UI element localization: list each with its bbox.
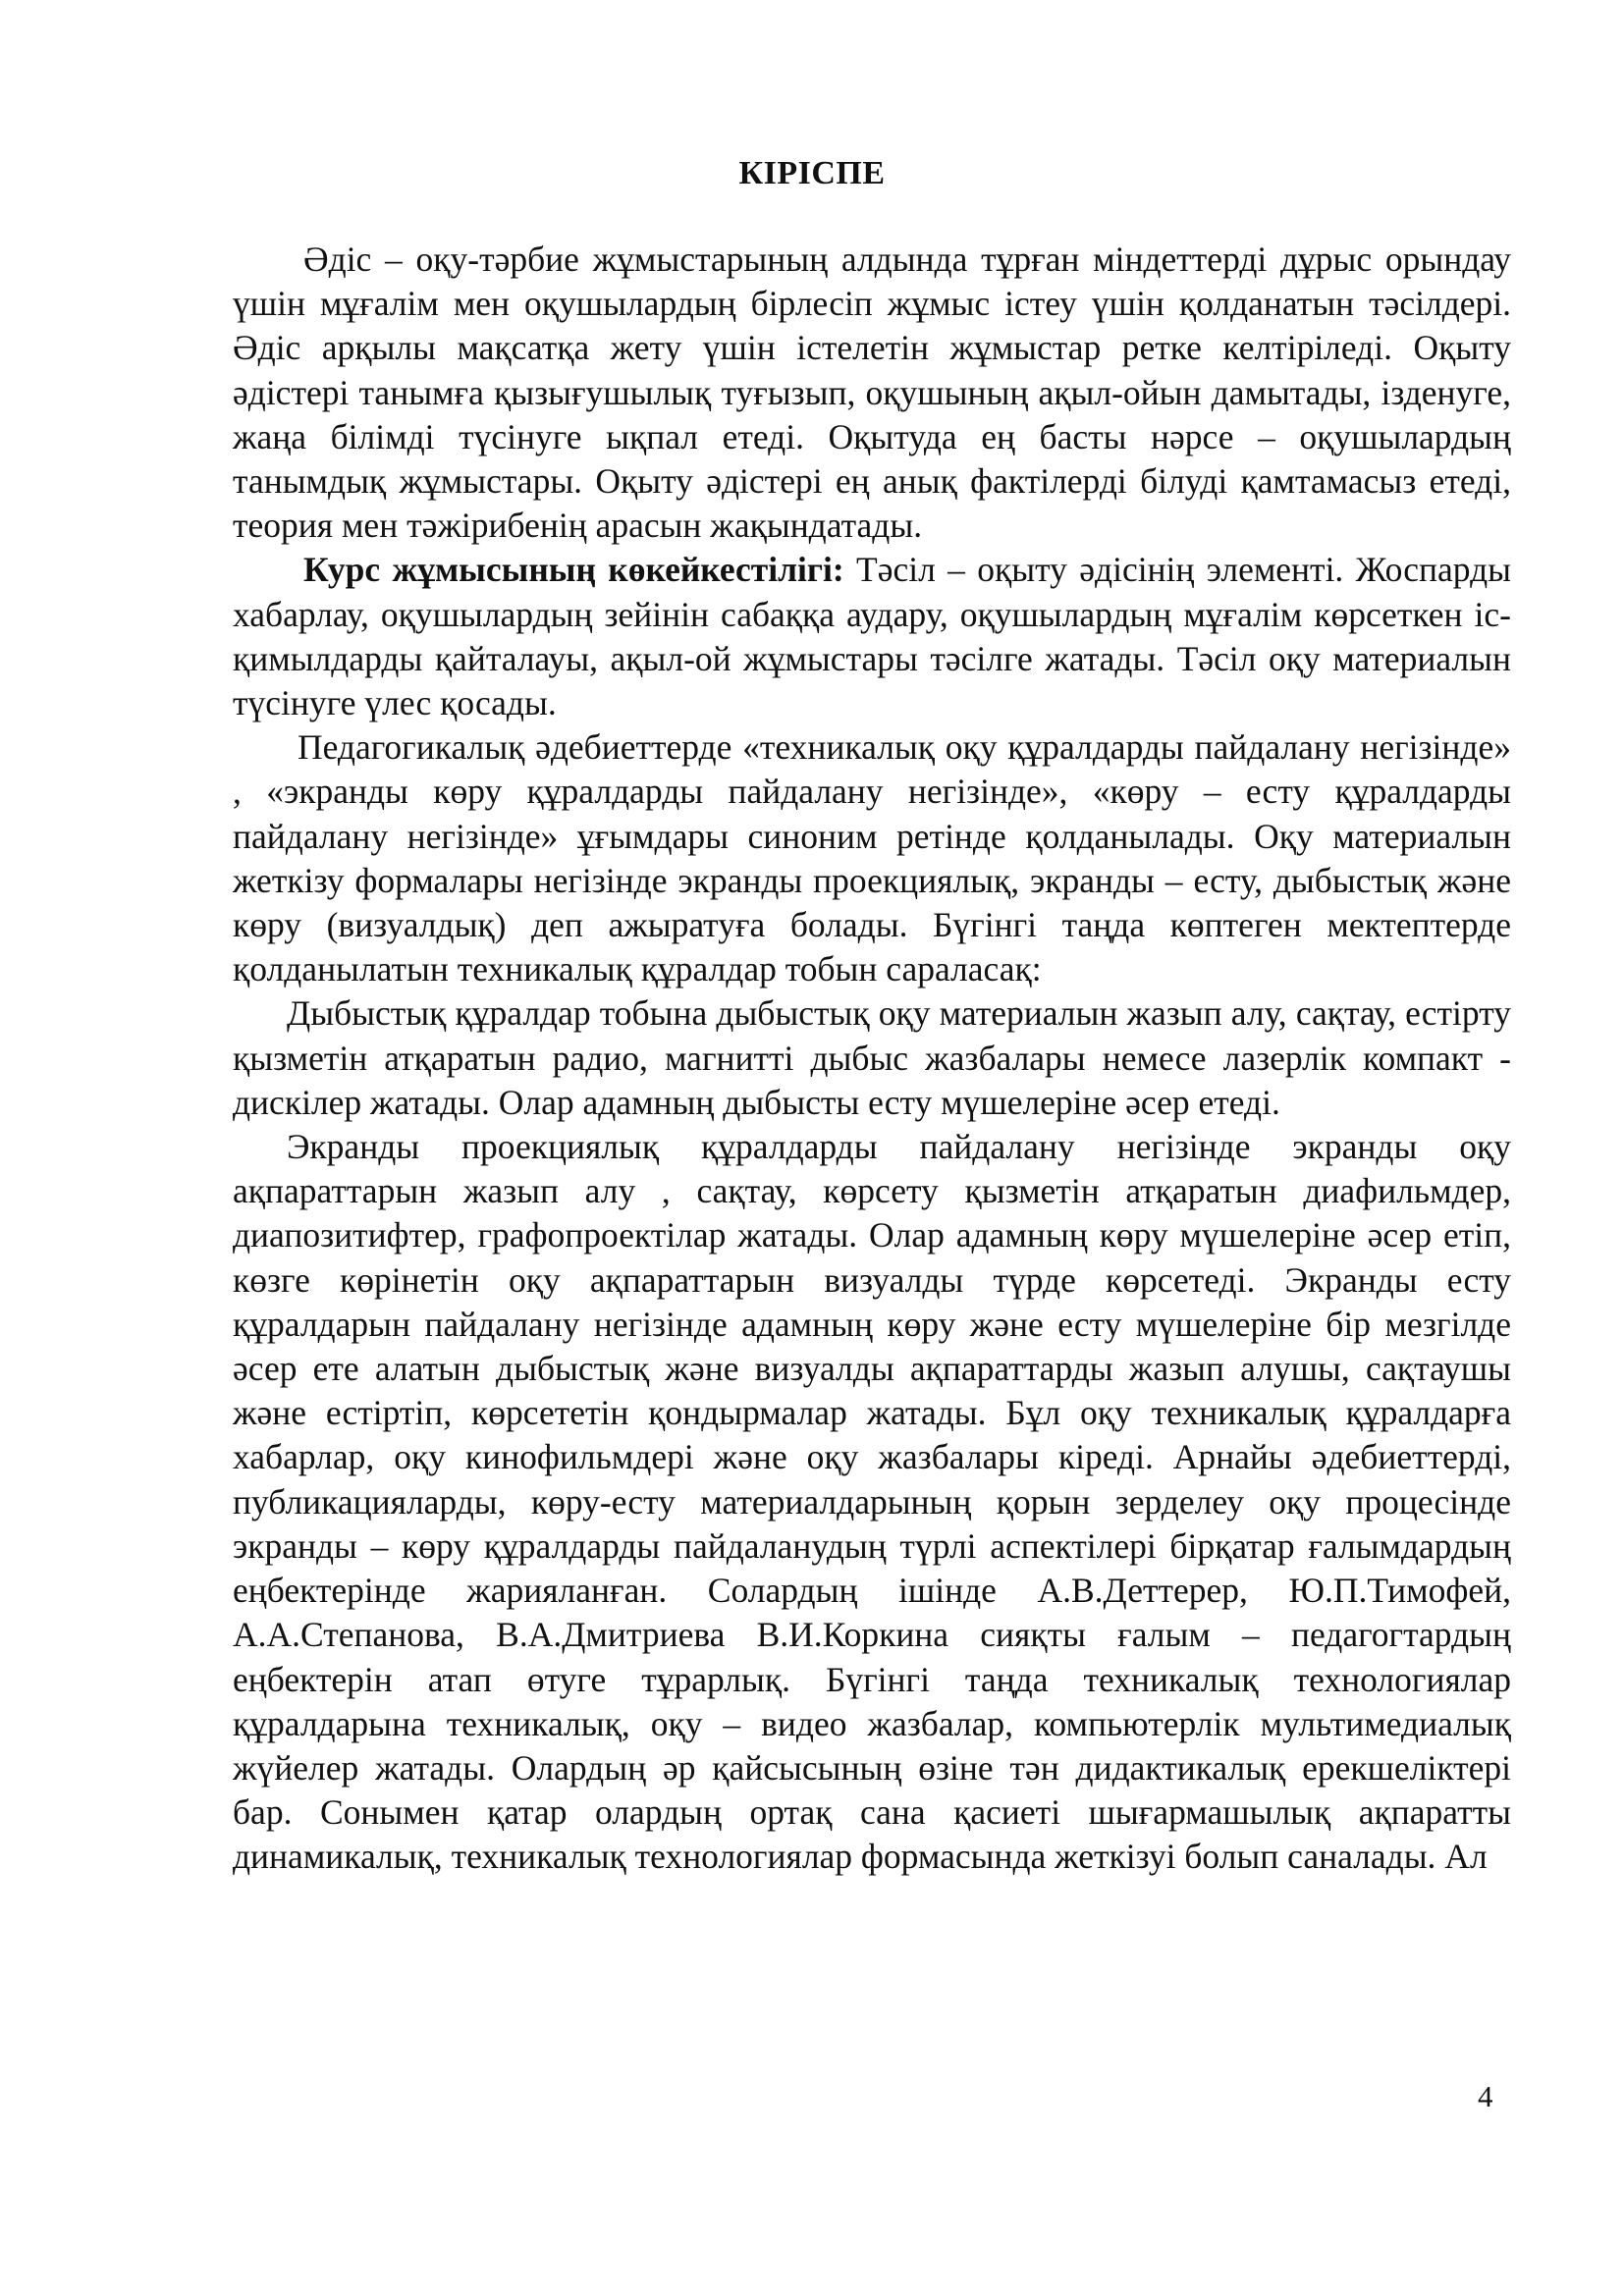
paragraph-2 [233,548,1511,725]
paragraph-2-text: Тәсіл – оқыту әдісінің элементі. Жоспарды хабарлау, оқушылардың зейінін сабаққа аудару, оқушылардың мұғалім көрсеткен іс-қимылдарды қайталауы, ақыл-ой жұмыстары тәсілге жатады. Тәсіл оқу материалын түсінуге үлес қосады. [233,550,1512,723]
paragraph-5 [233,1125,1511,1879]
paragraph-2-lead: Курс жұмысының көкейкестілігі: [303,550,844,590]
page-title: КІРІСПЕ [738,155,886,191]
document-body [233,238,1511,1880]
paragraph-3-text: Педагогикалық әдебиеттерде «техникалық оқу құралдарды пайдалану негізінде» , «экранды көру құралдарды пайдалану негізінде», «көру – есту құралдарды пайдалану негізінде» ұғымдары синоним ретінде қолданылады. Оқу материалын жеткізу формалары негізінде экранды проекциялық, экранды – есту, дыбыстық және көру (визуалдық) деп ажыратуға болады. Бүгінгі таңда көптеген мектептерде қолданылатын техникалық құралдар тобын сараласақ: [233,727,1511,989]
paragraph-5-text: Экранды проекциялық құралдарды пайдалану негізінде экранды оқу ақпараттарын жазып алу , сақтау, көрсету қызметін атқаратын диафильмдер, диапозитифтер, графопроектілар жатады. Олар адамның көру мүшелеріне әсер етіп, көзге көрінетін оқу ақпараттарын визуалды түрде көрсетеді. Экранды есту құралдарын пайдалану негізінде адамның көру және есту мүшелеріне бір мезгілде әсер ете алатын дыбыстық және визуалды ақпараттарды жазып алушы, сақтаушы және естіртіп, көрсететін қондырмалар жатады. Бұл оқу техникалық құралдарға хабарлар, оқу кинофильмдері және оқу жазбалары кіреді. Арнайы әдебиеттерді, публикацияларды, көру-есту материалдарының қорын зерделеу оқу процесінде экранды – көру құралдарды пайдаланудың түрлі аспектілері бірқатар ғалымдардың еңбектерінде жарияланған. Солардың ішінде А.В.Деттерер, Ю.П.Тимофей, А.А.Степанова, В.А.Дмитриева В.И.Коркина сияқты ғалым – педагогтардың еңбектерін атап өтуге тұрарлық. Бүгінгі таңда техникалық технологиялар құралдарына техникалық, оқу – видео жазбалар, компьютерлік мультимедиалық жүйелер жатады. Олардың әр қайсысының өзіне тән дидактикалық ерекшеліктері бар. Сонымен қатар олардың ортақ сана қасиеті шығармашылық ақпаратты динамикалық, техникалық технологиялар формасында жеткізуі болып саналады. Ал [233,1127,1511,1877]
paragraph-1-text: Әдіс – оқу-тәрбие жұмыстарының алдында тұрған міндеттерді дұрыс орындау үшін мұғалім мен оқушылардың бірлесіп жұмыс істеу үшін қолданатын тәсілдері. Әдіс арқылы мақсатқа жету үшін істелетін жұмыстар ретке келтіріледі. Оқыту әдістері танымға қызығушылық туғызып, оқушының ақыл-ойын дамытады, ізденуге, жаңа білімді түсінуге ықпал етеді. Оқытуда ең басты нәрсе – оқушылардың танымдық жұмыстары. Оқыту әдістері ең анық фактілерді білуді қамтамасыз етеді, теория мен тәжірибенің арасын жақындатады. [233,240,1511,546]
paragraph-4-text: Дыбыстық құралдар тобына дыбыстық оқу материалын жазып алу, сақтау, естірту қызметін атқаратын радио, магнитті дыбыс жазбалары немесе лазерлік компакт - дискілер жатады. Олар адамның дыбысты есту мүшелеріне әсер етеді. [233,993,1511,1122]
paragraph-1 [233,238,1511,548]
paragraph-4 [233,991,1511,1125]
paragraph-3 [233,725,1511,991]
page-number: 4 [1478,2079,1493,2113]
